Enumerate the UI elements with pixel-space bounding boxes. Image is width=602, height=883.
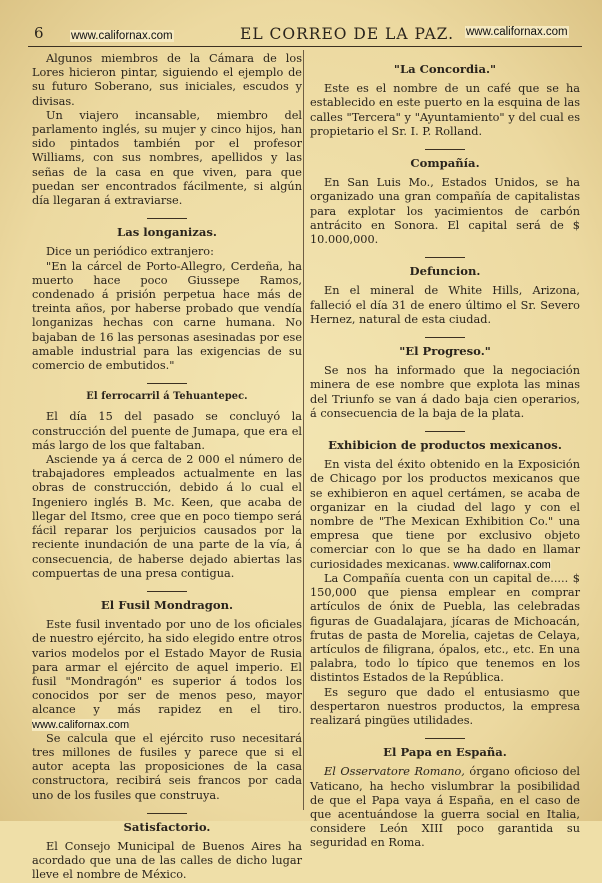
fusil-paragraph-1-text: Este fusil inventado por uno de los oficiales de nuestro ejército, ha sido elegido entre otros varios modelos por el Estado Mayor de Rusia para armar el ejército de aquel imperio. El fusil "Mondragón" es superior á todos los conocidos por ser de menos peso, mayor alcance y más rapidez en el tiro. — [32, 618, 302, 717]
papa-newspaper-name: El Osservatore Romano, — [324, 765, 465, 779]
right-column — [310, 52, 580, 851]
page-number: 6 — [34, 24, 44, 42]
heading-defuncion: Defuncion. — [310, 257, 580, 278]
watermark-left: www.californax.com — [71, 30, 173, 42]
left-column — [32, 52, 302, 883]
intro-paragraph-2: Un viajero incansable, miembro del parlamento inglés, su mujer y cinco hijos, han sido pintados también por el profesor Williams, con sus nombres, apellidos y las señas de la casa en que viven, para que puedan ser encontrados fácilmente, si algún día llegaran á extraviarse. — [32, 108, 302, 208]
heading-fusil-mondragon: El Fusil Mondragon. — [32, 591, 302, 612]
heading-satisfactorio: Satisfactorio. — [32, 813, 302, 834]
progreso-paragraph: Se nos ha informado que la negociación minera de ese nombre que explota las minas del Triunfo se van á dado baja cien operarios, á consecuencia de la baja de la plata. — [310, 364, 580, 420]
heading-concordia: "La Concordia." — [393, 62, 497, 76]
heading-papa: El Papa en España. — [310, 738, 580, 759]
watermark-exhibicion: www.californax.com — [453, 558, 551, 571]
longanizas-paragraph-2: "En la cárcel de Porto-Allegro, Cerdeña, ha muerto hace poco Giussepe Ramos, condenado á prisión perpetua hace más de treinta años, por haberse probado que vendía longanizas hechas con carne humana. No bajaban de 16 las personas asesinadas por ese amable industrial para las exigencias de su comercio de embutidos." — [32, 259, 302, 373]
papa-paragraph-text: órgano oficioso del Vaticano, ha hecho vislumbrar la posibilidad de que el Papa vaya á España, en el caso de que acentuándose la guerra social en Italia, considere León XIII poco garantida su seguridad en Roma. — [310, 765, 580, 850]
longanizas-paragraph-1: Dice un periódico extranjero: — [46, 245, 214, 259]
satisfactorio-paragraph: El Consejo Municipal de Buenos Aires ha acordado que una de las calles de dicho lugar lleve el nombre de México. — [32, 839, 302, 882]
ferrocarril-paragraph-1: El día 15 del pasado se concluyó la construcción del puente de Jumapa, que era el más largo de los que faltaban. — [32, 410, 302, 452]
fusil-paragraph-1 — [32, 618, 302, 732]
page-header — [0, 22, 602, 44]
header-rule — [28, 46, 582, 47]
heading-exhibicion: Exhibicion de productos mexicanos. — [310, 431, 580, 452]
watermark-fusil: www.californax.com — [32, 718, 130, 731]
heading-progreso: "El Progreso." — [310, 337, 580, 358]
concordia-paragraph: Este es el nombre de un café que se ha establecido en este puerto en la esquina de las calles "Tercera" y "Ayuntamiento" y del cual es propietario el Sr. I. P. Rolland. — [310, 82, 580, 138]
compania-paragraph: En San Luis Mo., Estados Unidos, se ha organizado una gran compañía de capitalistas para explotar los yacimientos de carbón antrácito en Sonora. El capital será de $ 10.000,000. — [310, 176, 580, 247]
column-divider — [303, 50, 304, 810]
heading-longanizas: Las longanizas. — [32, 218, 302, 239]
ferrocarril-paragraph-2: Asciende ya á cerca de 2 000 el número de trabajadores empleados actualmente en las obras de construcción, debido á lo cual el Ingeniero inglés B. Mc. Keen, que acaba de llegar del Itsmo, cree que en poco tiempo será fácil reparar los perjuicios causados por la reciente inundación de una parte de la vía, á consecuencia, de haberse dejado abiertas las compuertas de una presa contigua. — [32, 453, 302, 580]
intro-paragraph-1: Algunos miembros de la Cámara de los Lores hicieron pintar, siguiendo el ejemplo de su futuro Soberano, sus iniciales, escudos y divisas. — [32, 52, 302, 108]
heading-compania: Compañía. — [310, 149, 580, 170]
exhibicion-paragraph-2: La Compañía cuenta con un capital de..... $ 150,000 que piensa emplear en comprar artículos de ónix de Puebla, las celebradas figuras de Guadalajara, jícaras de Michoacán, frutas de pasta de Morelia, cajetas de Celaya, artículos de filigrana, ópalos, etc., etc. En una palabra, todo lo típico que tenemos en los distintos Estados de la República. — [310, 571, 580, 685]
masthead-title: EL CORREO DE LA PAZ. — [240, 25, 455, 43]
heading-ferrocarril: El ferrocarril á Tehuantepec. — [32, 383, 302, 404]
defuncion-paragraph: En el mineral de White Hills, Arizona, falleció el día 31 de enero último el Sr. Severo Hernez, natural de esta ciudad. — [310, 284, 580, 326]
watermark-right: www.californax.com — [466, 26, 568, 38]
exhibicion-paragraph-1-text: En vista del éxito obtenido en la Exposición de Chicago por los productos mexicanos que se exhibieron en aquel certámen, se acaba de organizar en la ciudad del lago y con el nombre de "The Mexican Exhibition Co." una empresa que tiene por exclusivo objeto comerciar con lo que se ha dado en llamar curiosidades mexicanas. — [310, 458, 580, 571]
exhibicion-paragraph-3: Es seguro que dado el entusiasmo que despertaron nuestros productos, la empresa realizará pingües utilidades. — [310, 685, 580, 727]
fusil-paragraph-2: Se calcula que el ejército ruso necesitará tres millones de fusiles y parece que si el autor acepta las proposiciones de la casa constructora, recibirá seis francos por cada uno de los fusiles que construya. — [32, 731, 302, 802]
exhibicion-paragraph-1 — [310, 458, 580, 572]
papa-paragraph — [310, 765, 580, 850]
